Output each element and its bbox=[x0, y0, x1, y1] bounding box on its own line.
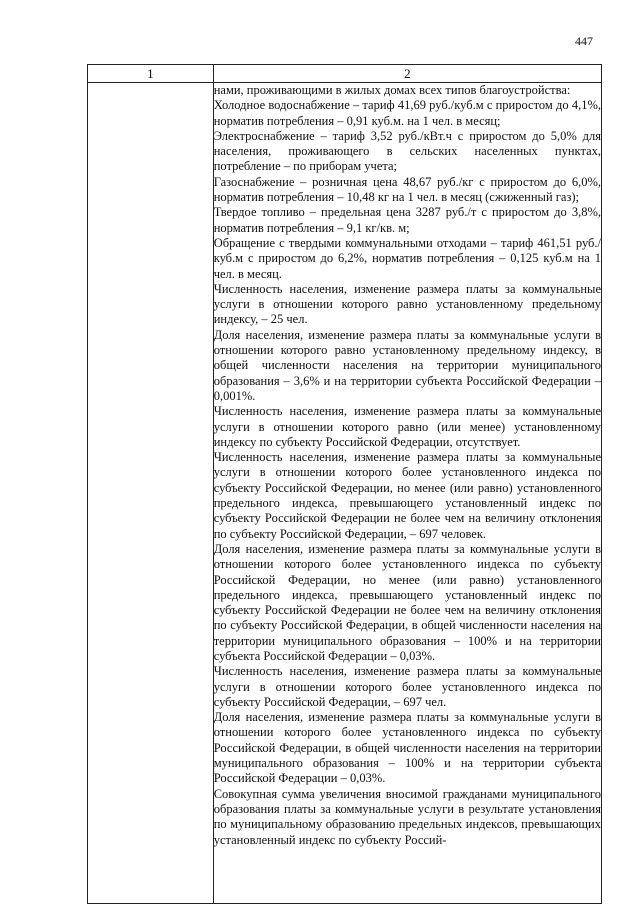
paragraph: Численность населения, изменение размера платы за коммунальные услуги в отношении которого равно (или менее) установленному индексу по субъекту Российской Федерации, отсутствует. bbox=[213, 404, 601, 449]
paragraph: Обращение с твердыми коммунальными отходами – тариф 461,51 руб./куб.м с приростом до 6,2%, норматив потребления – 0,125 куб.м на 1 чел. в месяц. bbox=[213, 235, 601, 281]
paragraph: Холодное водоснабжение – тариф 41,69 руб./куб.м с приростом до 4,1%, норматив потребления – 0,91 куб.м. на 1 чел. в месяц; bbox=[213, 98, 601, 128]
page-number: 447 bbox=[575, 34, 593, 48]
table-header-row bbox=[88, 65, 602, 83]
paragraph: Совокупная сумма увеличения вносимой гражданами муниципального образования платы за коммунальные услуги в результате установления по муниципальному образованию предельных индексов, превышающих установленный индекс по субъекту Россий- bbox=[213, 786, 601, 847]
table-row bbox=[88, 83, 602, 904]
paragraph: Доля населения, изменение размера платы за коммунальные услуги в отношении которого более установленного индекса по субъекту Российской Федерации, но менее (или равно) установленного предельного индекса, превышающего установленный индекс по субъекту Российской Федерации не более чем на величину отклонения по субъекту Российской Федерации, в общей численности населения на территории муниципального образования – 100% и на территории субъекта Российской Федерации – 0,03%. bbox=[213, 541, 601, 663]
paragraph: Численность населения, изменение размера платы за коммунальные услуги в отношении которого более установленного индекса по субъекту Российской Федерации, но менее (или равно) установленного предельного индекса, превышающего установленный индекс по субъекту Российской Федерации не более чем на величину отклонения по субъекту Российской Федерации, – 697 человек. bbox=[213, 450, 601, 541]
paragraph: Газоснабжение – розничная цена 48,67 руб./кг с приростом до 6,0%, норматив потребления – 10,48 кг на 1 чел. в месяц (сжиженный газ); bbox=[213, 174, 601, 205]
paragraph: Электроснабжение – тариф 3,52 руб./кВт.ч с приростом до 5,0% для населения, проживающего в сельских населенных пунктах, потребление – по приборам учета; bbox=[213, 128, 601, 174]
paragraph: Доля населения, изменение размера платы за коммунальные услуги в отношении которого более установленного индекса по субъекту Российской Федерации, в общей численности населения на территории муниципального образования – 100% и на территории субъекта Российской Федерации – 0,03%. bbox=[213, 710, 601, 786]
column-header-1: 1 bbox=[88, 65, 214, 83]
paragraph: Доля населения, изменение размера платы за коммунальные услуги в отношении которого равно установленному предельному индексу, в общей численности населения на территории муниципального образования – 3,6% и на территории субъекта Российской Федерации – 0,001%. bbox=[213, 327, 601, 403]
paragraph: Численность населения, изменение размера платы за коммунальные услуги в отношении которого более установленного индекса по субъекту Российской Федерации, – 697 чел. bbox=[213, 664, 601, 709]
column-header-2: 2 bbox=[213, 65, 601, 83]
paragraph: нами, проживающими в жилых домах всех типов благоустройства: bbox=[213, 83, 571, 97]
paragraph: Численность населения, изменение размера платы за коммунальные услуги в отношении которого равно установленному предельному индексу, – 25 чел. bbox=[213, 281, 601, 327]
paragraph: Твердое топливо – предельная цена 3287 руб./т с приростом до 3,8%, норматив потребления – 9,1 кг/кв. м; bbox=[213, 205, 601, 235]
left-column-cell bbox=[88, 83, 214, 904]
document-table bbox=[87, 64, 602, 904]
cell-text bbox=[214, 83, 601, 903]
right-column-cell bbox=[213, 83, 601, 904]
